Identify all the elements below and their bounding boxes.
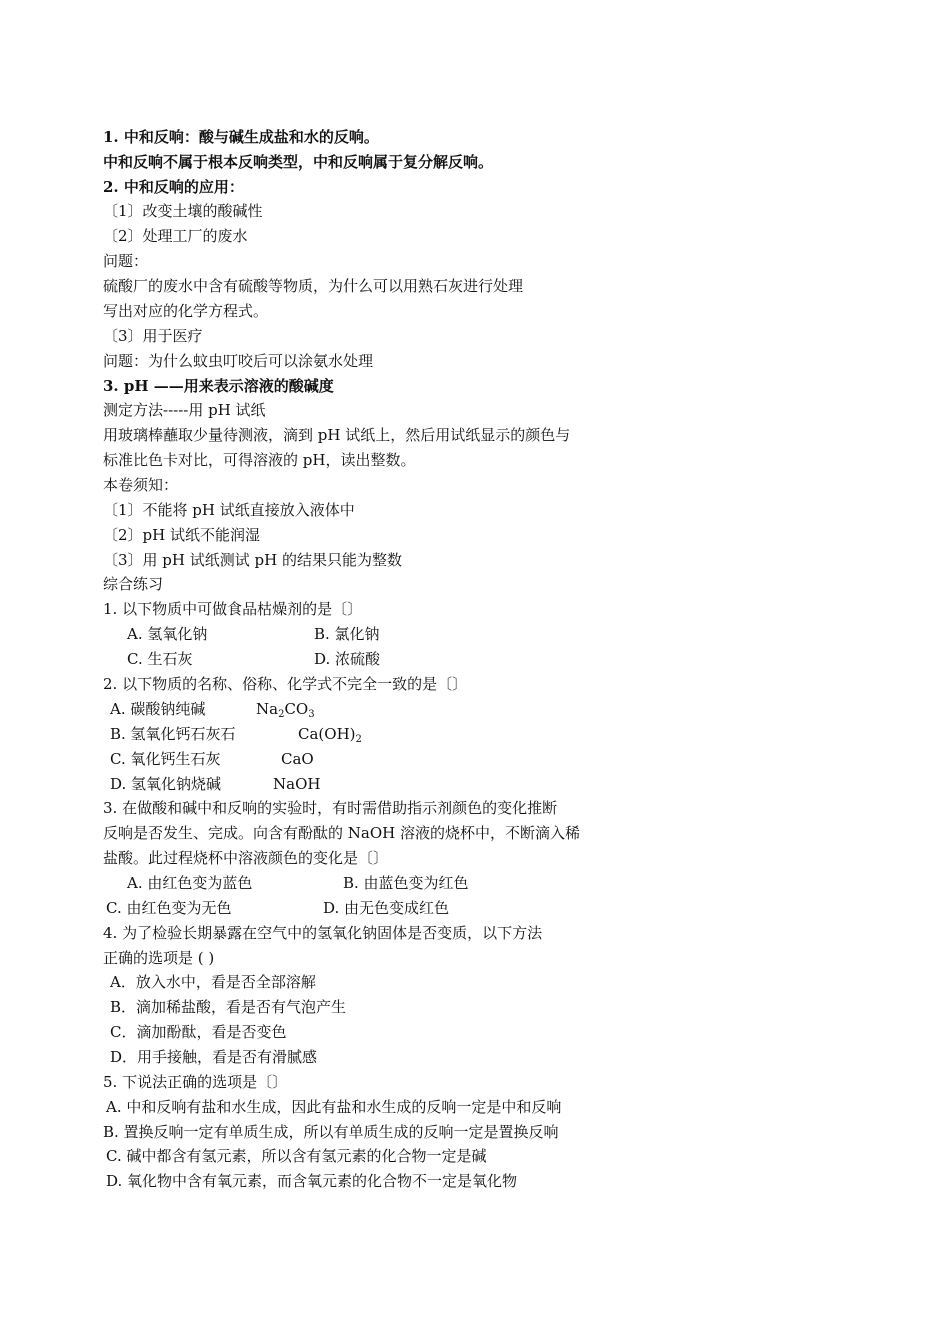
section-2-title: 2. 中和反响的应用： [103,178,244,196]
section-3-notice-2: 〔2〕pH 试纸不能润湿 [103,526,260,544]
q5-option-b: B. 置换反响一定有单质生成，所以有单质生成的反响一定是置换反响 [103,1123,559,1141]
q3-option-d: D. 由无色变成红色 [323,899,450,917]
q1-options-row-1 [0,624,950,644]
q2-option-a [0,699,950,719]
q1-option-c: C. 生石灰 [127,650,193,668]
q2-option-c-name: C. 氧化钙生石灰 [110,750,221,768]
section-3-notice-3: 〔3〕用 pH 试纸测试 pH 的结果只能为整数 [103,551,402,569]
section-2-item-1: 〔1〕改变土壤的酸碱性 [103,202,263,220]
practice-heading: 综合练习 [103,575,164,593]
q3-options-row-2 [0,898,950,918]
section-1-note: 中和反响不属于根本反响类型，中和反响属于复分解反响。 [103,153,494,171]
q2-option-c [0,749,950,769]
section-2-item-3: 〔3〕用于医疗 [103,327,203,345]
section-3-desc-line-2: 标准比色卡对比，可得溶液的 pH，读出整数。 [103,451,416,469]
q5-option-c: C. 碱中都含有氢元素，所以含有氢元素的化合物一定是碱 [106,1147,487,1165]
q2-option-d-formula: NaOH [273,775,321,793]
q3-stem-line-1: 3. 在做酸和碱中和反响的实验时，有时需借助指示剂颜色的变化推断 [103,799,558,817]
q3-option-a: A. 由红色变为蓝色 [127,874,253,892]
q4-option-d: D．用手接触，看是否有滑腻感 [110,1048,318,1066]
q4-stem-line-2: 正确的选项是 ( ) [103,949,215,967]
q1-option-b: B. 氯化钠 [314,625,380,643]
q5-option-d: D. 氧化物中含有氧元素，而含氧元素的化合物不一定是氧化物 [106,1172,518,1190]
q3-options-row-1 [0,873,950,893]
q2-option-c-formula: CaO [281,750,314,768]
section-3-title: 3. pH ——用来表示溶液的酸碱度 [103,377,334,395]
q4-option-a: A．放入水中，看是否全部溶解 [110,973,316,991]
q5-stem: 5. 下说法正确的选项是〔〕 [103,1073,288,1091]
section-2-question-label: 问题： [103,252,149,270]
q3-stem-line-2: 反响是否发生、完成。向含有酚酞的 NaOH 溶液的烧杯中，不断滴入稀 [103,824,580,842]
q3-stem-line-3: 盐酸。此过程烧杯中溶液颜色的变化是〔〕 [103,849,389,867]
q2-option-b [0,724,950,744]
section-2-question-line-2: 写出对应的化学方程式。 [103,302,269,320]
q2-option-a-name: A. 碳酸钠纯碱 [110,700,206,718]
section-3-desc-line-1: 用玻璃棒蘸取少量待测液，滴到 pH 试纸上，然后用试纸显示的颜色与 [103,426,571,444]
q4-option-b: B．滴加稀盐酸，看是否有气泡产生 [110,998,347,1016]
q2-option-b-formula: $Ca(OH)_2$ [298,725,362,745]
section-3-method: 测定方法-----用 pH 试纸 [103,401,266,419]
section-2-question-line-1: 硫酸厂的废水中含有硫酸等物质，为什么可以用熟石灰进行处理 [103,277,524,295]
q1-option-a: A. 氢氧化钠 [127,625,208,643]
q3-option-c: C. 由红色变为无色 [106,899,232,917]
q2-option-d [0,774,950,794]
section-1-title: 1. 中和反响：酸与碱生成盐和水的反响。 [103,128,379,146]
q2-option-b-name: B. 氢氧化钙石灰石 [110,725,236,743]
q4-option-c: C．滴加酚酞，看是否变色 [110,1023,287,1041]
q2-option-a-formula: $Na_2CO_3$ [256,700,315,720]
section-2-item-2: 〔2〕处理工厂的废水 [103,227,248,245]
q4-stem-line-1: 4. 为了检验长期暴露在空气中的氢氧化钠固体是否变质，以下方法 [103,924,543,942]
section-2-question-2: 问题：为什么蚊虫叮咬后可以涂氨水处理 [103,352,374,370]
q1-options-row-2 [0,649,950,669]
q1-stem: 1. 以下物质中可做食品枯燥剂的是〔〕 [103,600,363,618]
section-3-notice-1: 〔1〕不能将 pH 试纸直接放入液体中 [103,501,355,519]
q3-option-b: B. 由蓝色变为红色 [343,874,469,892]
section-3-notice-label: 本卷须知： [103,476,179,494]
q1-option-d: D. 浓硫酸 [314,650,381,668]
q5-option-a: A. 中和反响有盐和水生成，因此有盐和水生成的反响一定是中和反响 [106,1098,562,1116]
q2-stem: 2. 以下物质的名称、俗称、化学式不完全一致的是〔〕 [103,675,468,693]
q2-option-d-name: D. 氢氧化钠烧碱 [110,775,222,793]
